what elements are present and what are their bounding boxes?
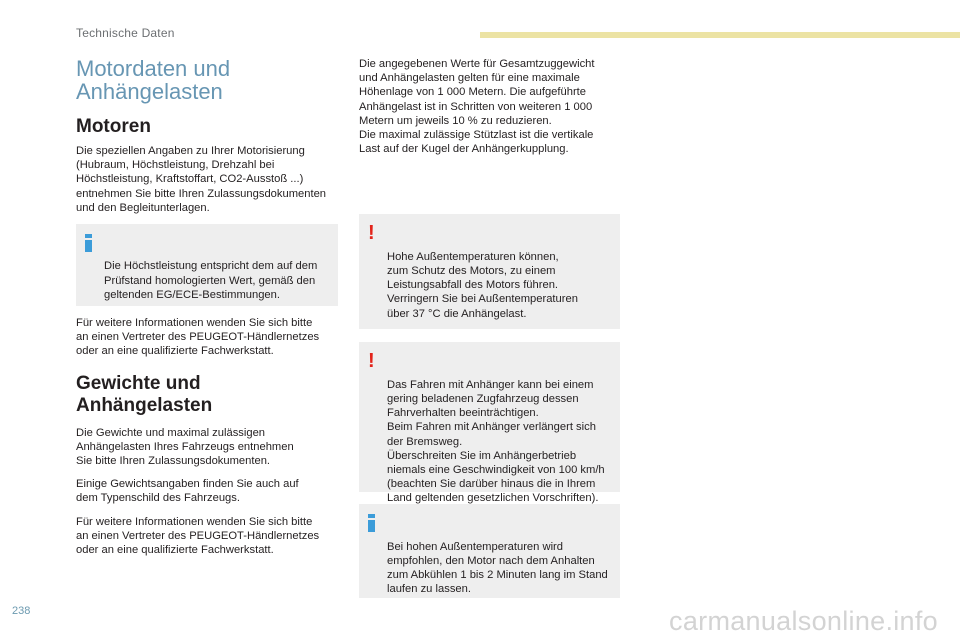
info-box-cooling <box>359 504 620 598</box>
warning-box-driving <box>359 342 620 505</box>
gewichte-contact-paragraph: Für weitere Informationen wenden Sie sich bitte an einen Vertreter des PEUGEOT-Händlernetzes oder an eine qualifizierte Fachwerkstatt. <box>76 515 320 557</box>
motoren-heading: Motoren <box>76 116 151 137</box>
info-icon <box>85 234 92 252</box>
warning-box-driving-text: Das Fahren mit Anhänger kann bei einem gering beladenen Zugfahrzeug dessen Fahrverhalten beeinträchtigen. Beim Fahren mit Anhänger verlängert sich der Bremsweg. Überschreiten Sie im Anhängerbetrieb niemals eine Geschwindigkeit von 100 km/h (beachten Sie darüber hinaus die in Ihrem Land geltenden gesetzlichen Vorschriften). <box>387 378 605 505</box>
info-box-text: Die Höchstleistung entspricht dem auf dem Prüfstand homologierten Wert, gemäß den geltenden EG/ECE-Bestimmungen. <box>104 260 318 301</box>
warning-box-temperature-text: Hohe Außentemperaturen können, zum Schutz des Motors, zu einem Leistungsabfall des Motors führen. Verringern Sie bei Außentemperaturen über 37 °C die Anhängelast. <box>387 250 578 320</box>
section-header: Technische Daten <box>76 26 175 40</box>
watermark: carmanualsonline.info <box>669 606 938 636</box>
gewichte-heading: Gewichte und Anhängelasten <box>76 372 213 416</box>
info-box-cooling-text: Bei hohen Außentemperaturen wird empfohlen, den Motor nach dem Anhalten zum Abkühlen 1 bis 2 Minuten lang im Stand laufen zu lassen. <box>387 540 608 596</box>
header-accent-bar <box>480 32 960 38</box>
trailer-load-paragraph: Die angegebenen Werte für Gesamtzuggewicht und Anhängelasten gelten für eine maximale Höhenlage von 1 000 Metern. Die aufgeführte Anhängelast ist in Schritten von weiteren 1 000 Metern um jeweils 10 % zu reduzieren. Die maximal zulässige Stützlast ist die vertikale Last auf der Kugel der Anhängerkupplung. <box>359 58 595 156</box>
motoren-paragraph: Die speziellen Angaben zu Ihrer Motorisierung (Hubraum, Höchstleistung, Drehzahl bei Höchstleistung, Kraftstoffart, CO2-Ausstoß ...) entnehmen Sie bitte Ihren Zulassungsdokumenten und den Begleitunterlagen. <box>76 145 327 214</box>
page-title: Motordaten und Anhängelasten <box>76 56 231 104</box>
left-column <box>76 57 338 557</box>
info-box-engine <box>76 224 338 306</box>
gewichte-paragraph-1: Die Gewichte und maximal zulässigen Anhängelasten Ihres Fahrzeugs entnehmen Sie bitte Ihren Zulassungsdokumenten. <box>76 426 294 468</box>
motoren-contact-paragraph: Für weitere Informationen wenden Sie sich bitte an einen Vertreter des PEUGEOT-Händlernetzes oder an eine qualifizierte Fachwerkstatt. <box>76 317 320 358</box>
gewichte-paragraph-2: Einige Gewichtsangaben finden Sie auch auf dem Typenschild des Fahrzeugs. <box>76 478 299 505</box>
page-number: 238 <box>12 605 31 617</box>
warning-box-temperature <box>359 214 620 329</box>
right-column <box>359 57 620 598</box>
info-icon <box>368 514 375 532</box>
warning-icon: ! <box>368 222 375 245</box>
warning-icon: ! <box>368 350 375 373</box>
